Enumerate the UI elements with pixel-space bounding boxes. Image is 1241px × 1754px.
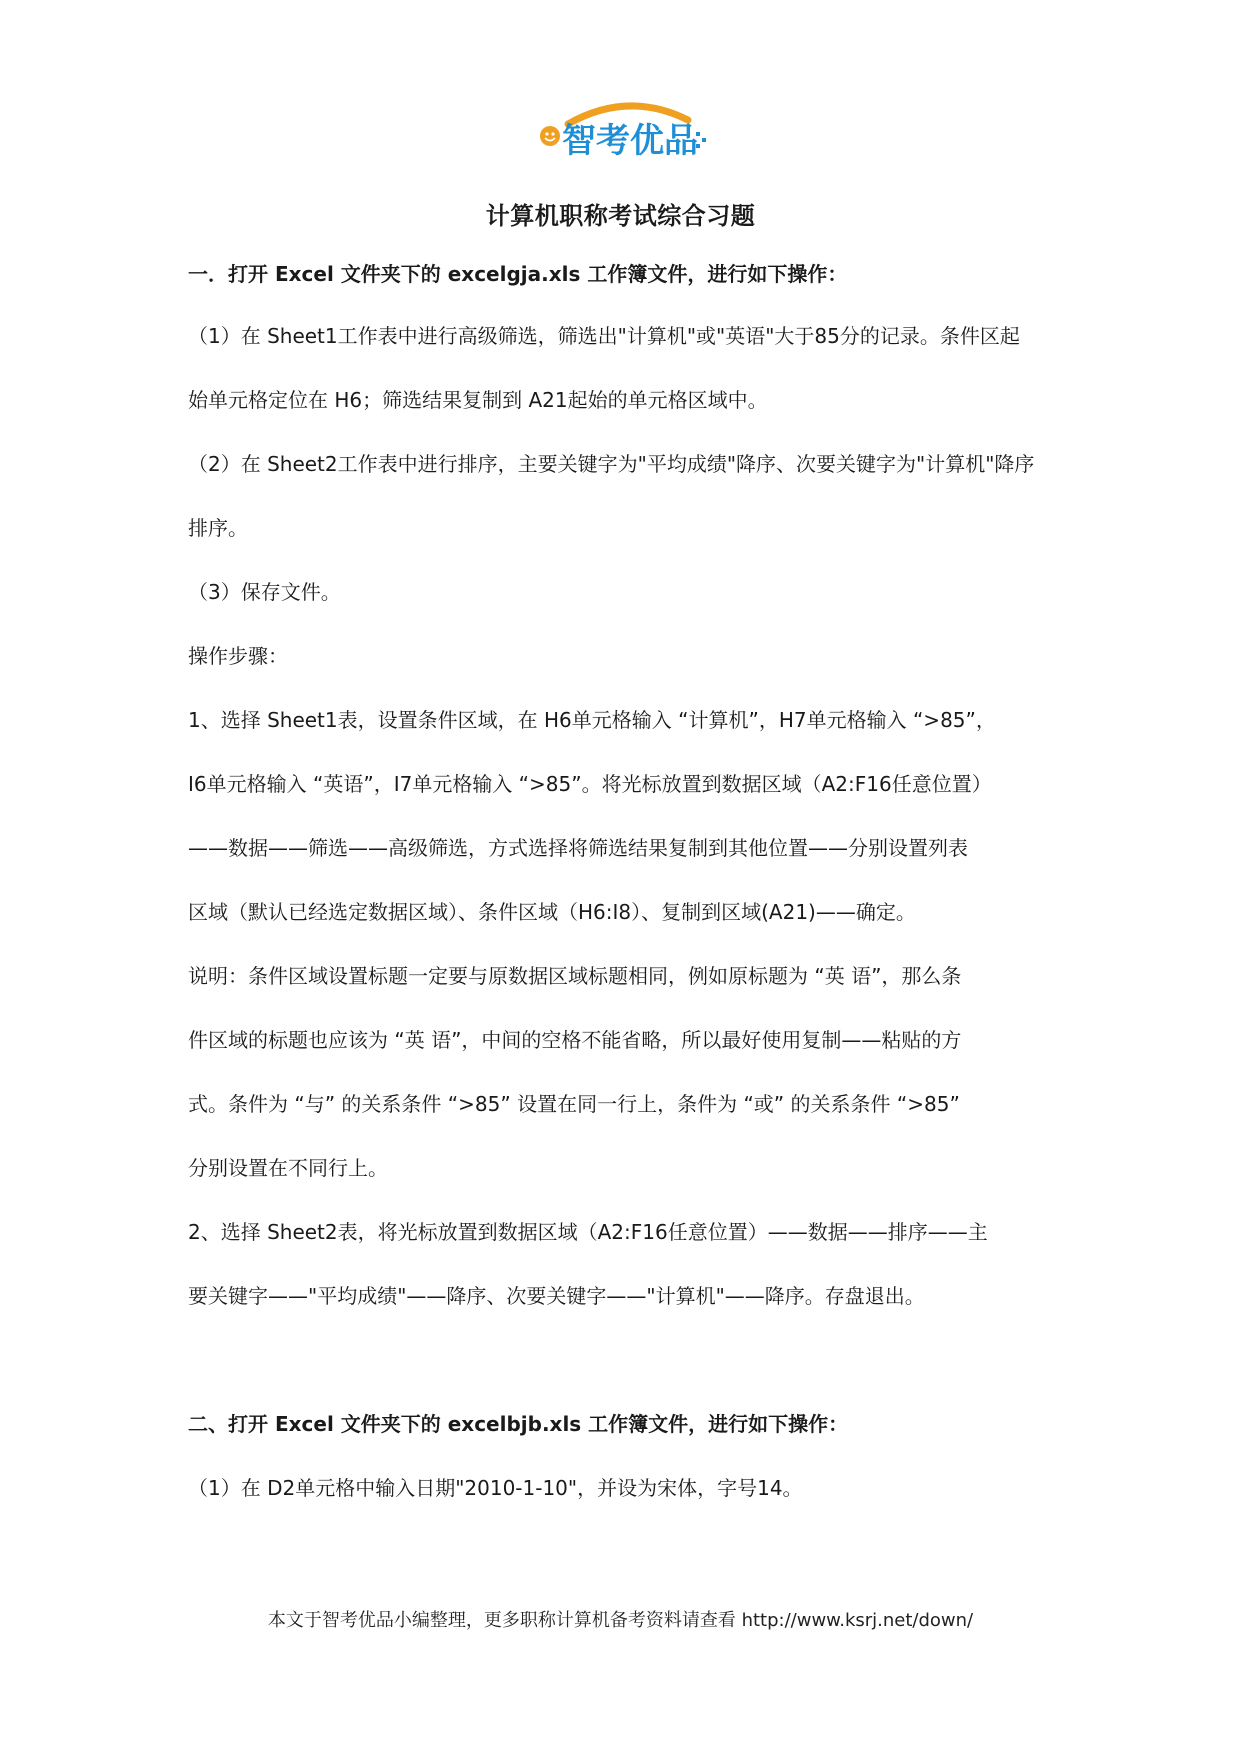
- zhikao-logo-graphic: [528, 96, 712, 170]
- paragraph-line: 操作步骤：: [188, 644, 288, 668]
- paragraph-line: 始单元格定位在 H6；筛选结果复制到 A21起始的单元格区域中。: [188, 388, 768, 412]
- paragraph-line: I6单元格输入 “英语”，I7单元格输入 “>85”。将光标放置到数据区域（A2:F16任意位置）: [188, 772, 992, 796]
- page-footer: 本文于智考优品小编整理，更多职称计算机备考资料请查看 http://www.ksrj.net/down/: [267, 1610, 974, 1631]
- page-title: 计算机职称考试综合习题: [485, 202, 756, 230]
- paragraph-line: （2）在 Sheet2工作表中进行排序，主要关键字为"平均成绩"降序、次要关键字为"计算机"降序: [188, 452, 1035, 476]
- paragraph-line: 说明：条件区域设置标题一定要与原数据区域标题相同，例如原标题为 “英 语”，那么条: [188, 964, 962, 988]
- paragraph-line: 2、选择 Sheet2表，将光标放置到数据区域（A2:F16任意位置）——数据——排序——主: [188, 1220, 988, 1244]
- logo-text: 智考优品: [562, 121, 698, 161]
- paragraph-line: （1）在 Sheet1工作表中进行高级筛选，筛选出"计算机"或"英语"大于85分的记录。条件区起: [188, 324, 1020, 348]
- paragraph-line: 式。条件为 “与” 的关系条件 “>85” 设置在同一行上，条件为 “或” 的关系条件 “>85”: [188, 1092, 960, 1116]
- paragraph-line: 排序。: [188, 516, 248, 540]
- paragraph-line: 要关键字——"平均成绩"——降序、次要关键字——"计算机"——降序。存盘退出。: [188, 1284, 925, 1308]
- zhikao-logo: [528, 96, 712, 170]
- paragraph-line: ——数据——筛选——高级筛选，方式选择将筛选结果复制到其他位置——分别设置列表: [188, 836, 968, 860]
- paragraph-line: 分别设置在不同行上。: [188, 1156, 388, 1180]
- section-heading-2: 二、打开 Excel 文件夹下的 excelbjb.xls 工作簿文件，进行如下操作：: [188, 1412, 849, 1436]
- paragraph-line: 件区域的标题也应该为 “英 语”，中间的空格不能省略，所以最好使用复制——粘贴的方: [188, 1028, 962, 1052]
- paragraph-line: 区域（默认已经选定数据区域）、条件区域（H6:I8）、复制到区域(A21)——确定。: [188, 900, 916, 924]
- paragraph-line: （1）在 D2单元格中输入日期"2010-1-10"，并设为宋体，字号14。: [188, 1476, 803, 1500]
- section-heading-1: 一．打开 Excel 文件夹下的 excelgja.xls 工作簿文件，进行如下操作：: [188, 262, 848, 286]
- paragraph-line: 1、选择 Sheet1表，设置条件区域，在 H6单元格输入 “计算机”，H7单元格输入 “>85”，: [188, 708, 996, 732]
- paragraph-line: （3）保存文件。: [188, 580, 341, 604]
